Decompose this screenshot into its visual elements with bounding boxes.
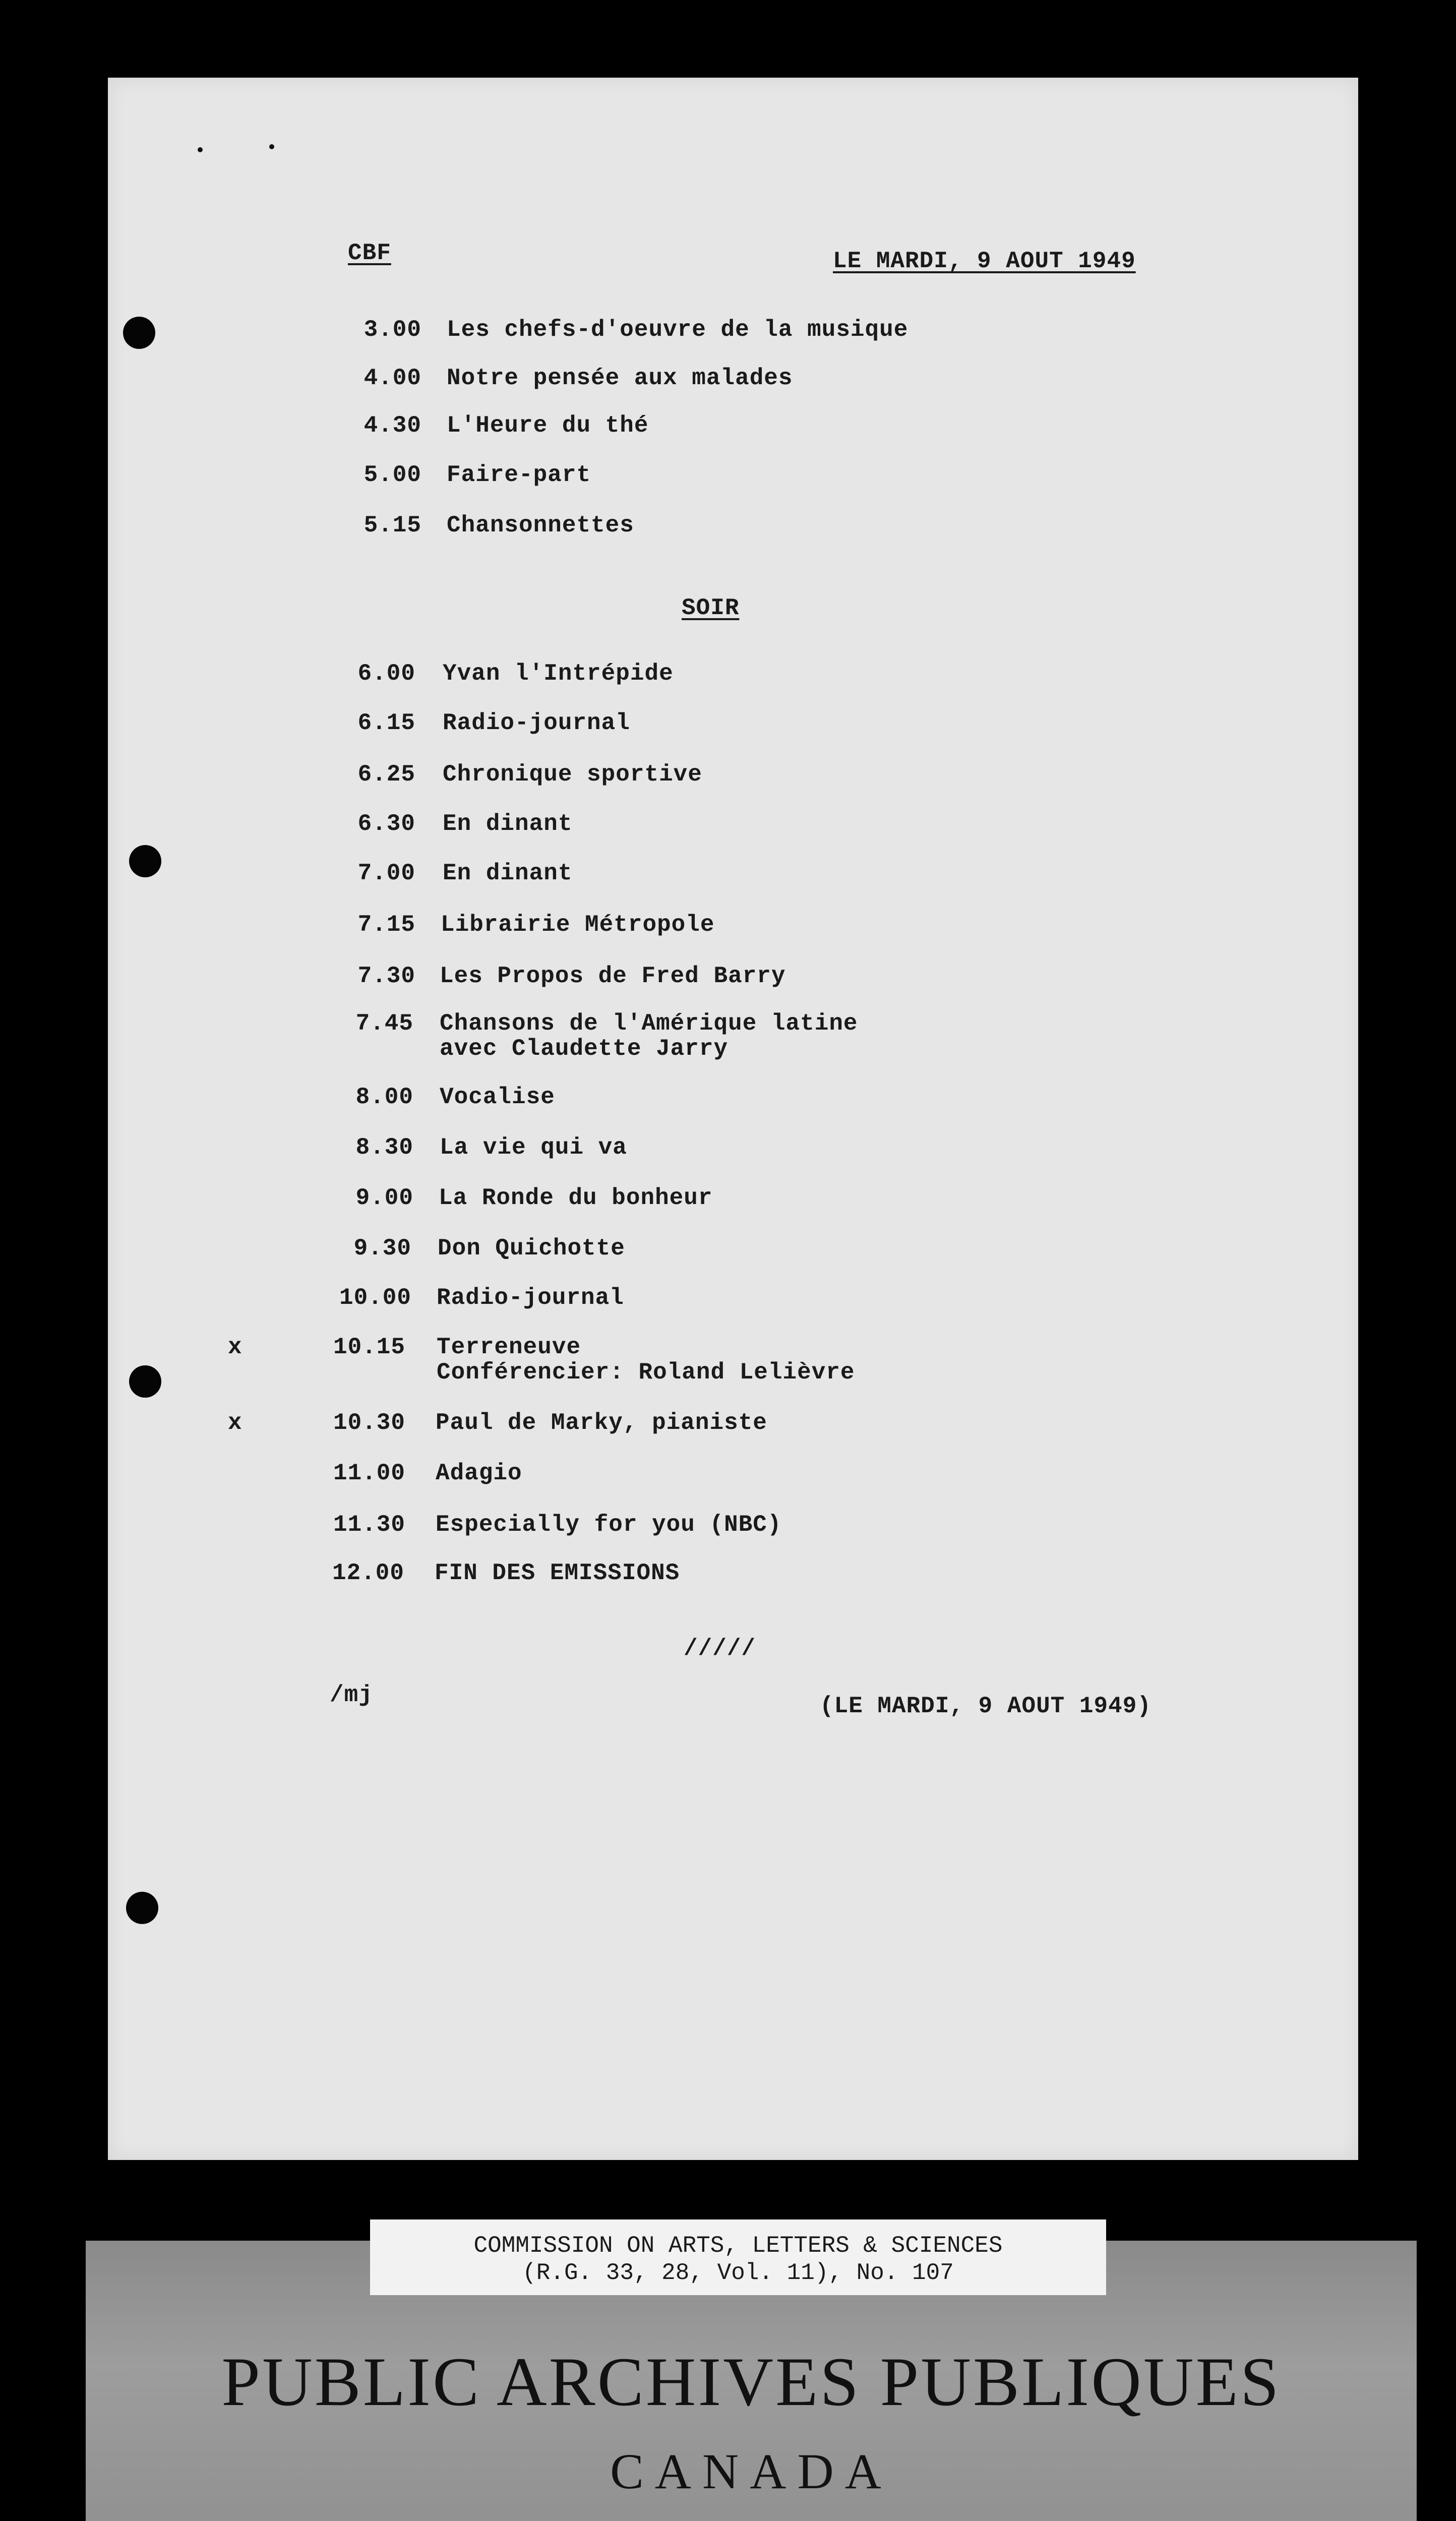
- program-subtitle: avec Claudette Jarry: [440, 1036, 729, 1062]
- program-title: Radio-journal: [437, 1285, 624, 1311]
- archive-label-line-2: (R.G. 33, 28, Vol. 11), No. 107: [522, 2260, 954, 2286]
- program-time: 8.00: [355, 1084, 413, 1110]
- checkmark-x: x: [228, 1334, 242, 1360]
- program-time: 8.30: [355, 1134, 413, 1161]
- program-time: 6.15: [357, 710, 415, 736]
- ink-speck: [269, 144, 274, 149]
- program-time: 5.15: [363, 512, 421, 538]
- program-title: Notre pensée aux malades: [447, 365, 793, 391]
- program-title: En dinant: [443, 860, 573, 886]
- program-title: Paul de Marky, pianiste: [436, 1410, 767, 1436]
- program-time: 4.30: [363, 412, 421, 439]
- end-separator: /////: [684, 1636, 756, 1662]
- checkmark-x: x: [228, 1410, 242, 1436]
- punch-hole-4: [126, 1892, 158, 1924]
- program-time: 9.30: [353, 1235, 411, 1262]
- footer-date: (LE MARDI, 9 AOUT 1949): [820, 1693, 1151, 1719]
- archive-label-card: [370, 2219, 1106, 2295]
- program-time: 10.00: [339, 1285, 411, 1311]
- broadcast-date: LE MARDI, 9 AOUT 1949: [833, 248, 1136, 274]
- punch-hole-1: [123, 317, 155, 349]
- program-time: 11.00: [333, 1460, 405, 1486]
- program-title: La vie qui va: [440, 1134, 627, 1161]
- program-title: Librairie Métropole: [441, 912, 715, 938]
- archive-banner-subtitle: CANADA: [610, 2443, 892, 2499]
- program-time: 10.30: [333, 1410, 405, 1436]
- program-time: 7.30: [357, 963, 415, 989]
- program-title: Radio-journal: [443, 710, 630, 736]
- program-title: Chansons de l'Amérique latine: [440, 1010, 858, 1037]
- program-title: Faire-part: [447, 462, 591, 488]
- program-time: 11.30: [333, 1512, 405, 1538]
- program-title: Yvan l'Intrépide: [443, 661, 674, 687]
- program-time: 7.00: [357, 860, 415, 886]
- program-time: 7.15: [357, 912, 415, 938]
- punch-hole-2: [129, 845, 161, 877]
- station-call-sign: CBF: [348, 240, 391, 266]
- program-time: 3.00: [363, 317, 421, 343]
- program-time: 6.00: [357, 661, 415, 687]
- program-title: FIN DES EMISSIONS: [435, 1560, 680, 1586]
- program-time: 7.45: [355, 1010, 413, 1037]
- program-time: 12.00: [332, 1560, 404, 1586]
- evening-heading: SOIR: [682, 595, 740, 621]
- program-time: 5.00: [363, 462, 421, 488]
- program-title: Les chefs-d'oeuvre de la musique: [447, 317, 908, 343]
- program-title: Vocalise: [440, 1084, 555, 1110]
- program-title: En dinant: [443, 811, 573, 837]
- program-title: Don Quichotte: [438, 1235, 625, 1262]
- program-title: Chansonnettes: [447, 512, 634, 538]
- program-time: 9.00: [355, 1185, 413, 1211]
- program-subtitle: Conférencier: Roland Lelièvre: [437, 1359, 855, 1386]
- program-title: Terreneuve: [437, 1334, 581, 1360]
- typist-initials: /mj: [330, 1682, 373, 1708]
- program-time: 6.25: [357, 761, 415, 788]
- archive-label-line-1: COMMISSION ON ARTS, LETTERS & SCIENCES: [473, 2233, 1003, 2259]
- program-title: La Ronde du bonheur: [439, 1185, 713, 1211]
- program-time: 10.15: [333, 1334, 405, 1360]
- archive-banner-title: PUBLIC ARCHIVES PUBLIQUES: [221, 2343, 1281, 2420]
- punch-hole-3: [129, 1365, 161, 1398]
- program-time: 6.30: [357, 811, 415, 837]
- program-title: Especially for you (NBC): [436, 1512, 782, 1538]
- program-title: Les Propos de Fred Barry: [440, 963, 786, 989]
- program-title: Chronique sportive: [443, 761, 702, 788]
- program-title: L'Heure du thé: [447, 412, 649, 439]
- program-title: Adagio: [436, 1460, 522, 1486]
- program-time: 4.00: [363, 365, 421, 391]
- ink-speck: [198, 147, 203, 152]
